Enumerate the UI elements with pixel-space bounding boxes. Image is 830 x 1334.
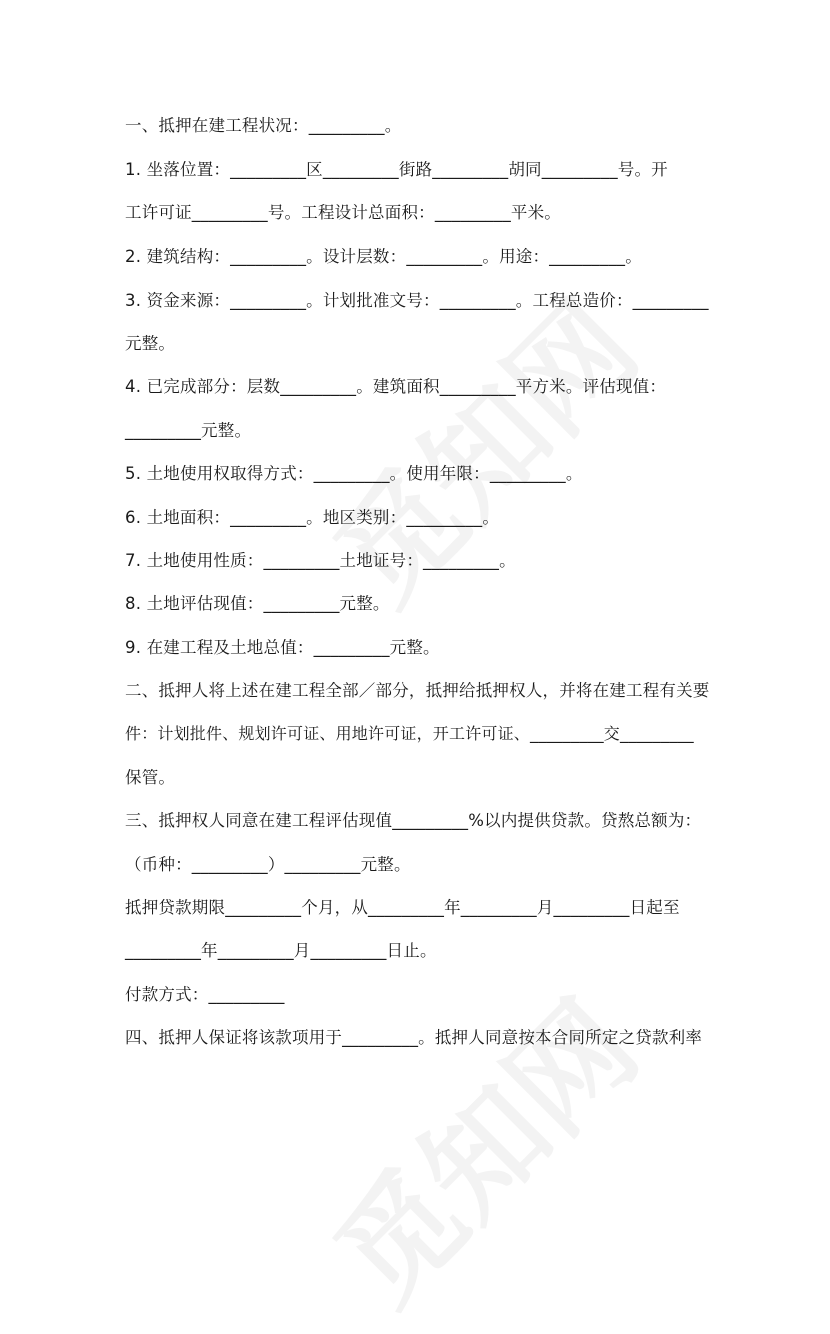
clause-line: 8. 土地评估现值：_________元整。: [125, 594, 390, 613]
clause-line: 元整。: [125, 334, 176, 353]
clause-line: 四、抵押人保证将该款项用于_________。抵押人同意按本合同所定之贷款利率: [125, 1028, 703, 1047]
clause-line: _________元整。: [125, 421, 252, 440]
watermark: [292, 258, 668, 634]
clause-line: 抵押贷款期限_________个月，从_________年_________月_________日起至: [125, 898, 680, 917]
clause-line: 付款方式：_________: [125, 985, 285, 1004]
clause-line: 9. 在建工程及土地总值：_________元整。: [125, 638, 440, 657]
clause-line: 工许可证_________号。工程设计总面积：_________平米。: [125, 203, 561, 222]
clause-line: 2. 建筑结构：_________。设计层数：_________。用途：_________。: [125, 247, 642, 266]
clause-line: 件：计划批件、规划许可证、用地许可证，开工许可证、_________交_________: [125, 724, 694, 743]
clause-line: 一、抵押在建工程状况：_________。: [125, 116, 402, 135]
clause-line: 7. 土地使用性质：_________土地证号：_________。: [125, 551, 516, 570]
clause-line: _________年_________月_________日止。: [125, 941, 437, 960]
clause-line: （币种：_________）_________元整。: [125, 855, 411, 874]
clause-line: 3. 资金来源：_________。计划批准文号：_________。工程总造价：_________: [125, 291, 709, 310]
clause-line: 二、抵押人将上述在建工程全部／部分，抵押给抵押权人，并将在建工程有关要: [125, 681, 710, 700]
clause-line: 三、抵押权人同意在建工程评估现值_________%以内提供贷款。贷熬总额为：: [125, 811, 702, 830]
clause-line: 5. 土地使用权取得方式：_________。使用年限：_________。: [125, 464, 583, 483]
clause-line: 4. 已完成部分：层数_________。建筑面积_________平方米。评估现值：: [125, 377, 667, 396]
watermark: [292, 958, 668, 1334]
clause-line: 1. 坐落位置：_________区_________街路_________胡同_________号。开: [125, 160, 668, 179]
clause-line: 保管。: [125, 768, 176, 787]
clause-line: 6. 土地面积：_________。地区类别：_________。: [125, 508, 500, 527]
